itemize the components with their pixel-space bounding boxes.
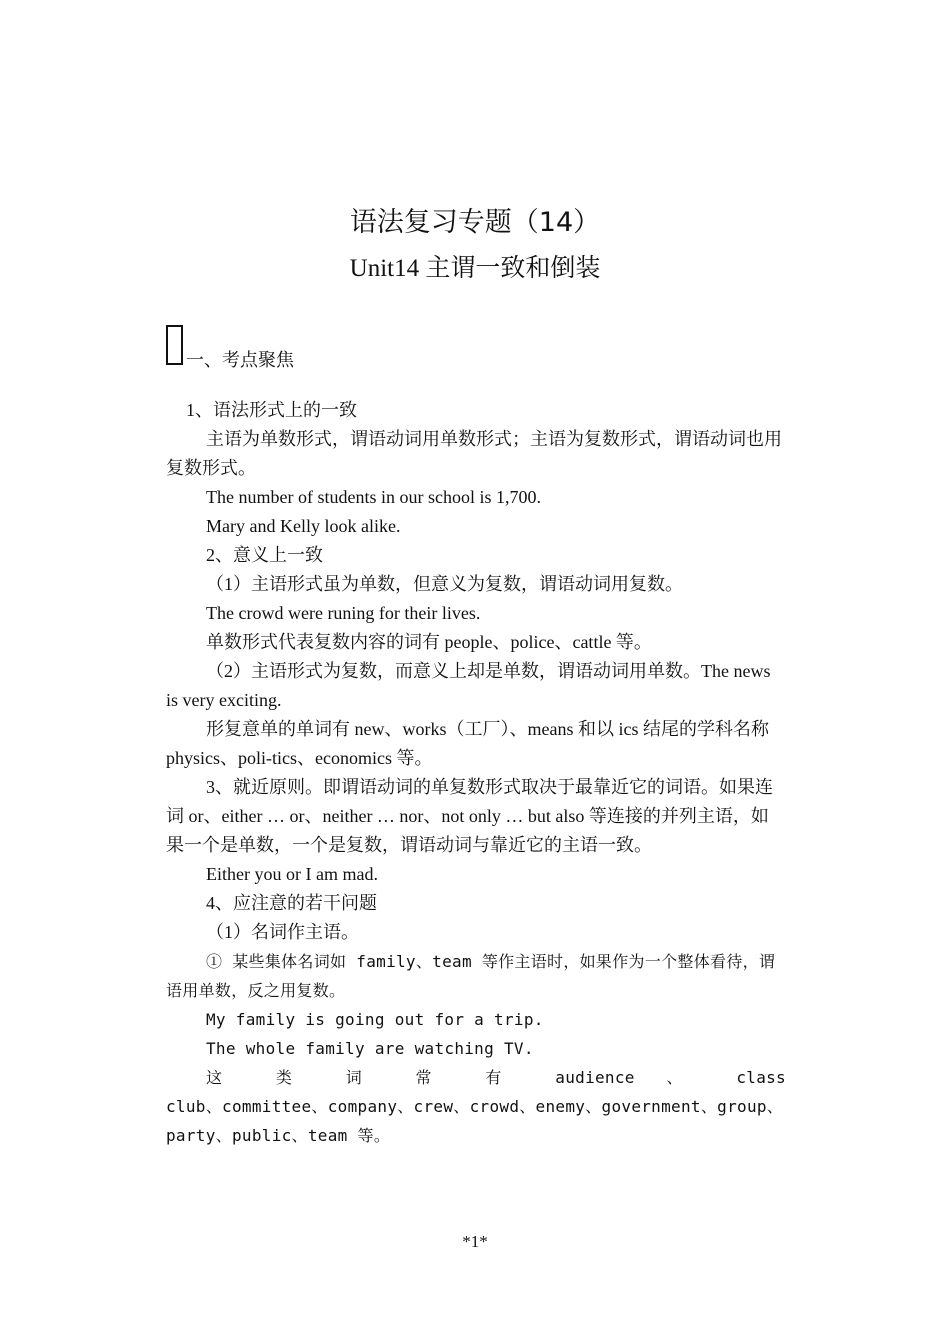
paragraph-rule: ① 某些集体名词如 family、team 等作主语时，如果作为一个整体看待，谓语用单数，反之用复数。 — [166, 952, 776, 1000]
subheading: （1）名词作主语。 — [206, 922, 359, 942]
paragraph-note: 形复意单的单词有 new、works（工厂）、means 和以 ics 结尾的学科名称 physics、poli-tics、economics 等。 — [166, 719, 769, 768]
paragraph-note: 单数形式代表复数内容的词有 people、police、cattle 等。 — [206, 632, 652, 652]
example-sentence: My family is going out for a trip. — [206, 1010, 544, 1029]
example-sentence: The number of students in our school is 1,700. — [206, 487, 541, 507]
missing-glyph-box-icon — [166, 325, 183, 365]
example-sentence: Mary and Kelly look alike. — [206, 516, 401, 536]
paragraph-note-continuation: club、committee、company、crew、crowd、enemy、government、group、party、public、team 等。 — [166, 1097, 784, 1145]
section-heading: 一、考点聚焦 — [186, 350, 294, 370]
example-sentence: The whole family are watching TV. — [206, 1039, 534, 1058]
paragraph-rule-3: 3、就近原则。即谓语动词的单复数形式取决于最靠近它的词语。如果连词 or、either … or、neither … nor、not only … but also 等连接的并列主语，如果一个是单数，一个是复数，谓语动词与靠近它的主语一致。 — [166, 777, 773, 855]
document-title: 语法复习专题（14） — [349, 207, 601, 238]
example-sentence: The crowd were runing for their lives. — [206, 603, 481, 623]
page-number: *1* — [462, 1232, 488, 1251]
paragraph-note-line: 这 类 词 常 有 audience 、 class — [206, 1068, 786, 1087]
paragraph-rule: （1）主语形式虽为单数，但意义为复数，谓语动词用复数。 — [206, 574, 683, 594]
paragraph-rule-1: 主语为单数形式，谓语动词用单数形式；主语为复数形式，谓语动词也用复数形式。 — [166, 429, 782, 478]
example-sentence: Either you or I am mad. — [206, 864, 378, 884]
paragraph-rule: （2）主语形式为复数，而意义上却是单数，谓语动词用单数。The news is very exciting. — [166, 661, 771, 710]
document-body — [166, 396, 786, 1150]
heading-4: 4、应注意的若干问题 — [206, 893, 377, 913]
heading-2: 2、意义上一致 — [206, 545, 323, 565]
document-subtitle: Unit14 主谓一致和倒装 — [349, 255, 601, 282]
heading-1: 1、语法形式上的一致 — [186, 400, 357, 420]
